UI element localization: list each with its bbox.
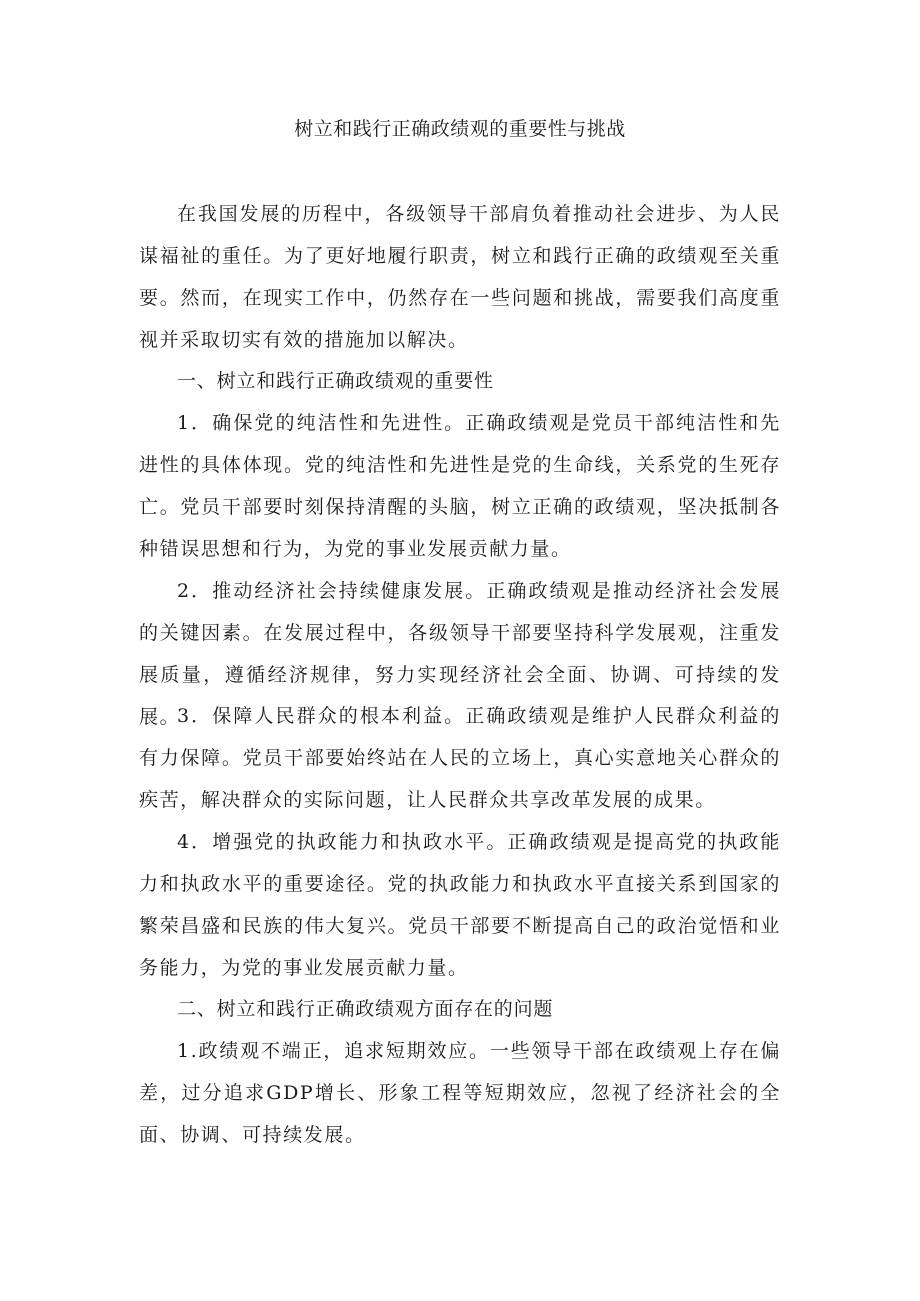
importance-point-2: 2．推动经济社会持续健康发展。正确政绩观是推动经济社会发展的关键因素。在发展过程中，各级领导干部要坚持科学发展观，注重发展质量，遵循经济规律，努力实现经济社会全面、协调、可持续的发展。 bbox=[139, 580, 781, 728]
importance-point-4: 4．增强党的执政能力和执政水平。正确政绩观是提高党的执政能力和执政水平的重要途径。党的执政能力和执政水平直接关系到国家的繁荣昌盛和民族的伟大复兴。党员干部要不断提高自己的政治觉悟和业务能力，为党的事业发展贡献力量。 bbox=[139, 831, 781, 979]
importance-point-3: 3．保障人民群众的根本利益。正确政绩观是维护人民群众利益的有力保障。党员干部要始终站在人民的立场上，真心实意地关心群众的疾苦，解决群众的实际问题，让人民群众共享改革发展的成果。 bbox=[139, 705, 781, 811]
problem-point-1: 1.政绩观不端正，追求短期效应。一些领导干部在政绩观上存在偏差，过分追求GDP增长、形象工程等短期效应，忽视了经济社会的全面、协调、可持续发展。 bbox=[139, 1040, 781, 1146]
section-heading-problems: 二、树立和践行正确政绩观方面存在的问题 bbox=[177, 998, 554, 1020]
importance-point-1: 1．确保党的纯洁性和先进性。正确政绩观是党员干部纯洁性和先进性的具体体现。党的纯洁性和先进性是党的生命线，关系党的生死存亡。党员干部要时刻保持清醒的头脑，树立正确的政绩观，坚决抵制各种错误思想和行为，为党的事业发展贡献力量。 bbox=[139, 412, 781, 560]
intro-paragraph: 在我国发展的历程中，各级领导干部肩负着推动社会进步、为人民谋福祉的重任。为了更好地履行职责，树立和践行正确的政绩观至关重要。然而，在现实工作中，仍然存在一些问题和挑战，需要我们高度重视并采取切实有效的措施加以解决。 bbox=[139, 203, 781, 351]
section-heading-importance: 一、树立和践行正确政绩观的重要性 bbox=[177, 370, 494, 392]
document-title: 树立和践行正确政绩观的重要性与挑战 bbox=[294, 118, 626, 140]
